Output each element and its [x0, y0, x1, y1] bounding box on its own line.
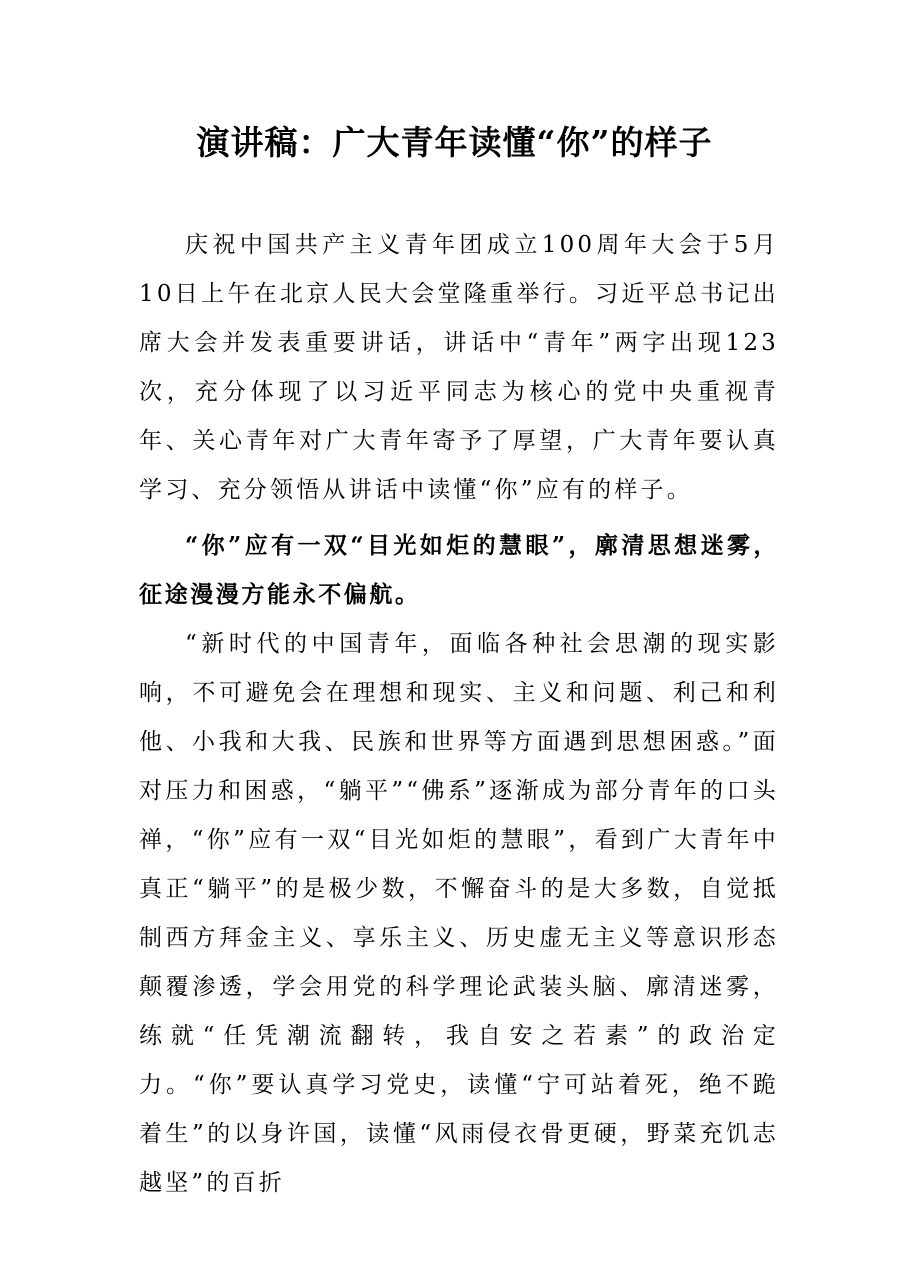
paragraph-body: “新时代的中国青年，面临各种社会思潮的现实影响，不可避免会在理想和现实、主义和问题、利己和利他、小我和大我、民族和世界等方面遇到思想困惑。”面对压力和困惑，“躺平”“佛系”逐渐成为部分青年的口头禅，“你”应有一双“目光如炬的慧眼”，看到广大青年中真正“躺平”的是极少数，不懈奋斗的是大多数，自觉抵制西方拜金主义、享乐主义、历史虚无主义等意识形态颠覆渗透，学会用党的科学理论武装头脑、廓清迷雾，练就“任凭潮流翻转，我自安之若素”的政治定力。“你”要认真学习党史，读懂“宁可站着死，绝不跪着生”的以身许国，读懂“风雨侵衣骨更硬，野菜充饥志越坚”的百折: [139, 631, 779, 1196]
paragraph-intro: 庆祝中国共产主义青年团成立100周年大会于5月10日上午在北京人民大会堂隆重举行。习近平总书记出席大会并发表重要讲话，讲话中“青年”两字出现123次，充分体现了以习近平同志为核心的党中央重视青年、关心青年对广大青年寄予了厚望，广大青年要认真学习、充分领悟从讲话中读懂“你”应有的样子。: [139, 232, 779, 503]
document-title: 演讲稿：广大青年读懂“你”的样子: [196, 123, 713, 162]
paragraph-heading: “你”应有一双“目光如炬的慧眼”，廓清思想迷雾，征途漫漫方能永不偏航。: [139, 532, 779, 608]
